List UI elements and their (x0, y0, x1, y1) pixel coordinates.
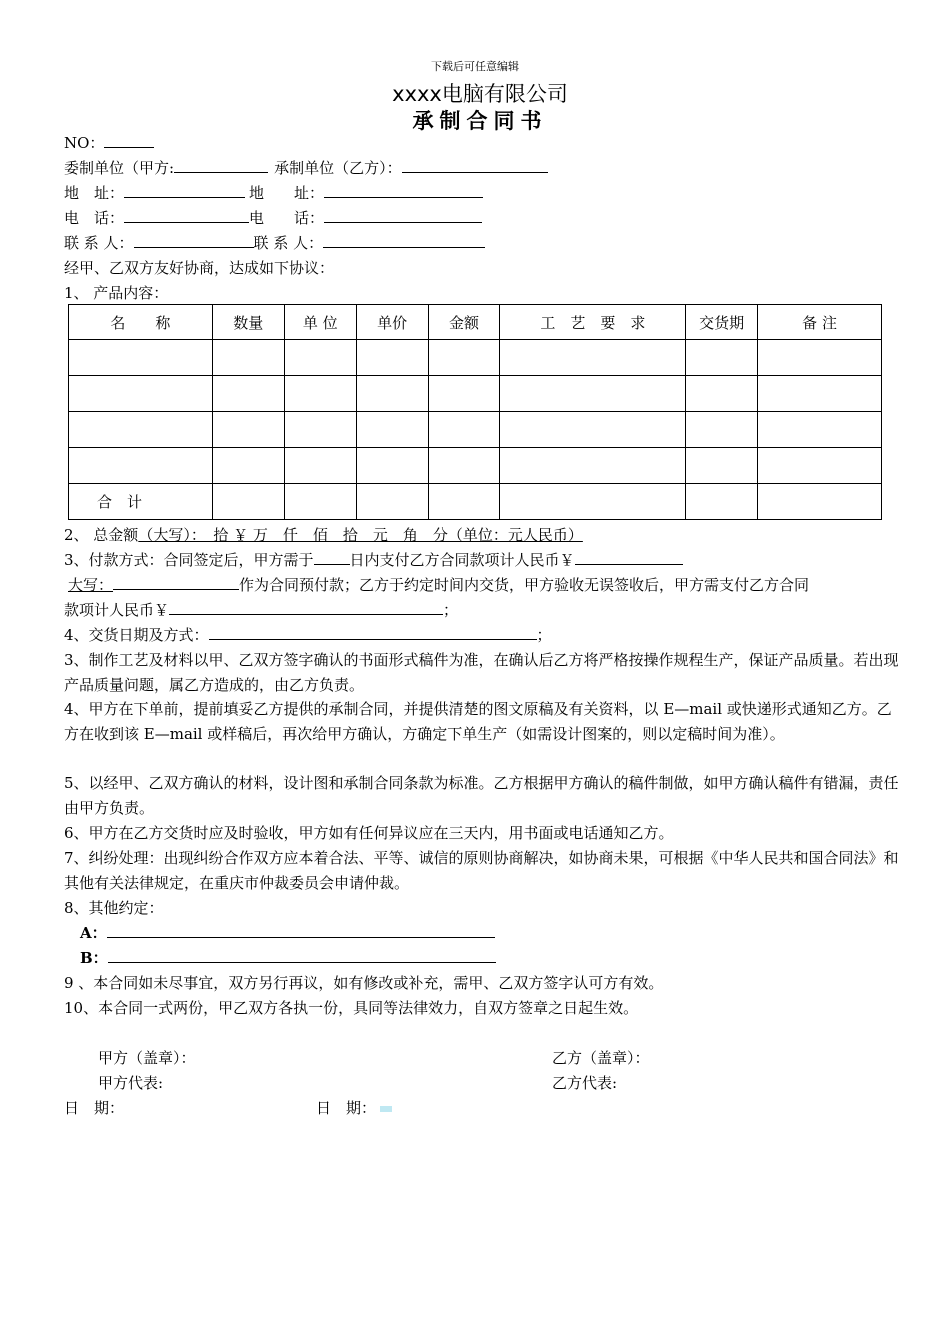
col-header: 单价 (356, 305, 428, 340)
table-cell[interactable] (212, 412, 284, 448)
table-row (69, 448, 882, 484)
contact-a-label: 联 系 人： (64, 234, 134, 252)
clause-8b-label: B： (80, 949, 108, 967)
address-a-label: 地 址： (64, 184, 125, 202)
table-cell[interactable] (758, 340, 882, 376)
table-cell[interactable] (686, 412, 758, 448)
col-header: 交货期 (686, 305, 758, 340)
table-cell[interactable] (428, 484, 500, 520)
col-header: 数量 (212, 305, 284, 340)
daxie-label: 大写： (68, 576, 114, 594)
table-cell[interactable] (284, 484, 356, 520)
table-cell[interactable] (500, 412, 686, 448)
table-header-row (69, 305, 882, 340)
days-blank[interactable] (314, 549, 350, 565)
clause-order: 4、甲方在下单前，提前填妥乙方提供的承制合同，并提供清楚的图文原稿及有关资料，以 E—mail 或快递形式通知乙方。乙方在收到该 E—mail 或样稿后，再次给甲方确认，方确定下单生产（如需设计图案的，则以定稿时间为准）。 (64, 700, 892, 743)
table-cell[interactable] (686, 484, 758, 520)
table-cell[interactable] (758, 484, 882, 520)
top-note: 下载后可任意编辑 (431, 60, 519, 73)
table-cell[interactable] (284, 448, 356, 484)
phone-b-blank[interactable] (324, 207, 482, 223)
table-row (69, 412, 882, 448)
table-cell[interactable] (356, 340, 428, 376)
clause-7: 7、纠纷处理：出现纠纷合作双方应本着合法、平等、诚信的原则协商解决，如协商未果，可根据《中华人民共和国合同法》和其他有关法律规定，在重庆市仲裁委员会申请仲裁。 (64, 849, 899, 892)
delivery-end: ； (536, 626, 552, 644)
table-cell[interactable] (212, 376, 284, 412)
party-a-seal: 甲方（盖章）： (98, 1049, 196, 1067)
table-cell[interactable] (69, 448, 213, 484)
document-title: 承制合同书 (412, 109, 548, 133)
address-b-label: 地 址： (249, 184, 325, 202)
table-cell[interactable] (69, 340, 213, 376)
clause-8b-line (80, 947, 496, 968)
clause-3-mid: 日内支付乙方合同款项计人民币￥ (349, 551, 575, 569)
table-cell[interactable] (212, 340, 284, 376)
table-cell[interactable] (69, 376, 213, 412)
clause-3-text: 作为合同预付款；乙方于约定时间内交货，甲方验收无误签收后，甲方需支付乙方合同 (239, 576, 810, 594)
client-label: 委制单位（甲方: (64, 159, 175, 177)
table-row (69, 376, 882, 412)
clause-8: 8、其他约定： (64, 899, 164, 917)
address-b-blank[interactable] (324, 182, 483, 198)
party-line (64, 157, 548, 178)
delivery-label: 4、交货日期及方式： (64, 626, 209, 644)
clause-8a-line (80, 922, 495, 943)
clause-3-prefix: 3、付款方式：合同签定后，甲方需于 (64, 551, 314, 569)
table-cell[interactable] (212, 448, 284, 484)
company-name: xxxx电脑有限公司 (392, 82, 568, 106)
clause-8a-label: A： (80, 924, 107, 942)
agreement-line: 经甲、乙双方友好协商，达成如下协议： (64, 259, 335, 277)
table-cell[interactable] (500, 340, 686, 376)
col-header: 备 注 (758, 305, 882, 340)
table-cell[interactable] (212, 484, 284, 520)
total-label: 合 计 (69, 484, 213, 520)
table-cell[interactable] (356, 376, 428, 412)
cursor-marker-icon (380, 1106, 392, 1112)
product-table (68, 304, 882, 520)
prepay-amount-blank[interactable] (575, 549, 683, 565)
phone-a-blank[interactable] (124, 207, 249, 223)
maker-blank[interactable] (402, 157, 548, 173)
clause-3-balance-text: 款项计人民币￥ (64, 601, 170, 619)
no-blank[interactable] (104, 132, 154, 148)
clause-3-payment-line3 (64, 599, 458, 620)
table-cell[interactable] (686, 448, 758, 484)
no-label: NO： (64, 134, 105, 152)
table-cell[interactable] (500, 448, 686, 484)
contact-line (64, 232, 485, 253)
col-header: 单 位 (284, 305, 356, 340)
table-cell[interactable] (428, 376, 500, 412)
table-cell[interactable] (356, 412, 428, 448)
col-header: 工 艺 要 求 (500, 305, 686, 340)
date-a: 日 期： (64, 1099, 125, 1117)
table-cell[interactable] (758, 412, 882, 448)
table-cell[interactable] (284, 340, 356, 376)
table-cell[interactable] (500, 484, 686, 520)
clause-3-payment-line2 (64, 574, 809, 595)
date-b-line (316, 1097, 392, 1118)
daxie-blank[interactable] (113, 574, 239, 590)
clause-8b-blank[interactable] (108, 947, 496, 963)
address-a-blank[interactable] (124, 182, 245, 198)
clause-craft: 3、制作工艺及材料以甲、乙双方签字确认的书面形式稿件为准，在确认后乙方将严格按操作规程生产，保证产品质量。若出现产品质量问题，属乙方造成的，由乙方负责。 (64, 651, 899, 694)
contact-a-blank[interactable] (134, 232, 254, 248)
table-cell[interactable] (356, 448, 428, 484)
clause-3-end: ； (443, 601, 459, 619)
no-line (64, 132, 154, 153)
maker-label: 承制单位（乙方）： (274, 159, 402, 177)
table-cell[interactable] (758, 376, 882, 412)
col-header: 金额 (428, 305, 500, 340)
clause-2-amount: （大写）： 拾 ￥ 万 仟 佰 拾 元 角 分（单位：元人民币） (138, 526, 583, 544)
address-line (64, 182, 483, 203)
table-cell[interactable] (758, 448, 882, 484)
party-b-rep: 乙方代表: (552, 1074, 618, 1092)
table-cell[interactable] (428, 448, 500, 484)
table-cell[interactable] (686, 376, 758, 412)
clause-4-delivery (64, 624, 552, 645)
table-total-row (69, 484, 882, 520)
table-cell[interactable] (284, 412, 356, 448)
clause-2-prefix: 2、 总金额 (64, 526, 139, 544)
clause-8a-blank[interactable] (107, 922, 495, 938)
clause-9: 9 、本合同如未尽事宜，双方另行再议，如有修改或补充，需甲、乙双方签字认可方有效。 (64, 974, 664, 992)
col-header: 名 称 (69, 305, 213, 340)
clause-10: 10、本合同一式两份，甲乙双方各执一份，具同等法律效力，自双方签章之日起生效。 (64, 999, 639, 1017)
table-cell[interactable] (500, 376, 686, 412)
balance-amount-blank[interactable] (169, 599, 443, 615)
party-a-rep: 甲方代表: (98, 1074, 164, 1092)
contact-b-label: 联 系 人： (253, 234, 324, 252)
phone-a-label: 电 话： (64, 209, 125, 227)
table-cell[interactable] (686, 340, 758, 376)
phone-line (64, 207, 482, 228)
table-cell[interactable] (284, 376, 356, 412)
table-cell[interactable] (428, 340, 500, 376)
client-blank[interactable] (174, 157, 268, 173)
table-cell[interactable] (356, 484, 428, 520)
section1-label: 1、 产品内容： (64, 284, 169, 302)
party-b-seal: 乙方（盖章）： (552, 1049, 650, 1067)
phone-b-label: 电 话： (249, 209, 325, 227)
clause-2 (64, 524, 583, 545)
date-b: 日 期： (316, 1099, 377, 1117)
clause-6: 6、甲方在乙方交货时应及时验收，甲方如有任何异议应在三天内，用书面或电话通知乙方。 (64, 824, 674, 842)
contact-b-blank[interactable] (323, 232, 485, 248)
delivery-blank[interactable] (209, 624, 537, 640)
clause-5: 5、以经甲、乙双方确认的材料，设计图和承制合同条款为标准。乙方根据甲方确认的稿件制做，如甲方确认稿件有错漏，责任由甲方负责。 (64, 774, 899, 817)
clause-3-payment-line1 (64, 549, 683, 570)
table-row (69, 340, 882, 376)
table-cell[interactable] (69, 412, 213, 448)
table-cell[interactable] (428, 412, 500, 448)
